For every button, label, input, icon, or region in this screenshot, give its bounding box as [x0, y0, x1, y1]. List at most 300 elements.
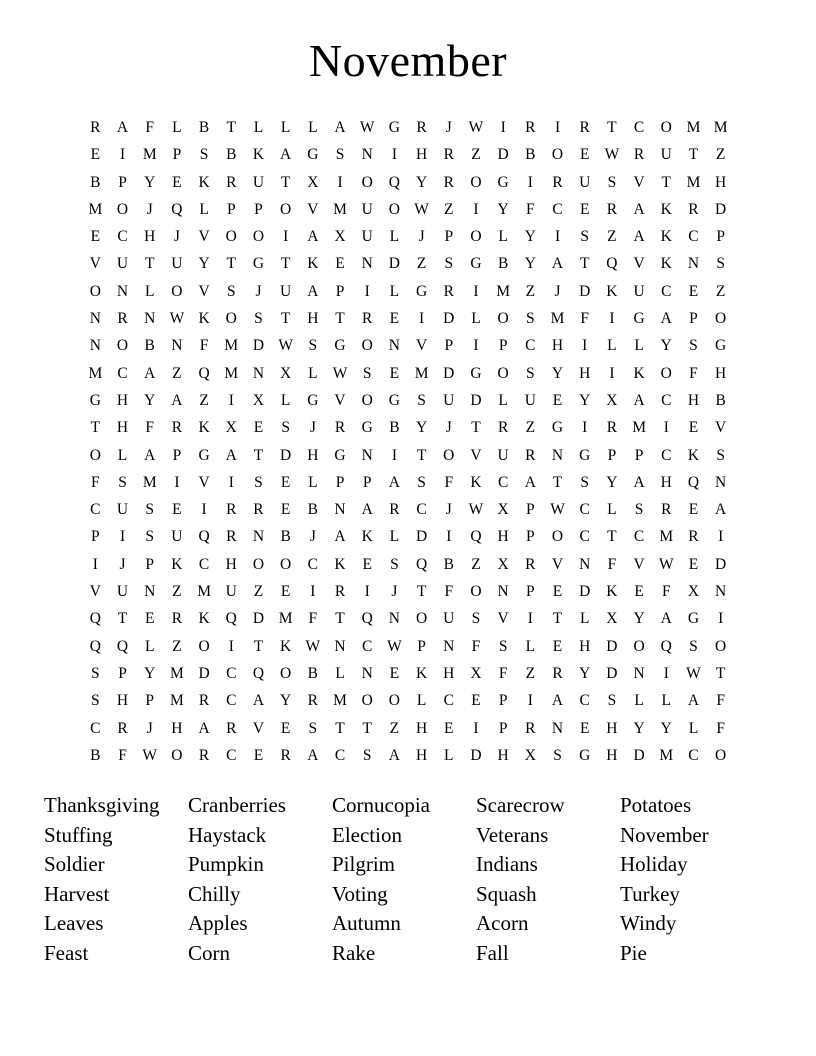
- letter-cell[interactable]: E: [280, 501, 291, 519]
- letter-cell[interactable]: X: [307, 173, 319, 191]
- letter-cell[interactable]: H: [606, 719, 618, 737]
- letter-cell[interactable]: K: [361, 528, 373, 546]
- letter-cell[interactable]: J: [554, 282, 561, 300]
- letter-cell[interactable]: G: [89, 391, 101, 409]
- word-list-item[interactable]: Holiday: [620, 852, 688, 877]
- letter-cell[interactable]: S: [308, 337, 318, 355]
- letter-cell[interactable]: A: [388, 473, 400, 491]
- letter-cell[interactable]: S: [417, 473, 426, 491]
- letter-cell[interactable]: K: [307, 255, 319, 273]
- letter-cell[interactable]: N: [89, 310, 101, 328]
- letter-cell[interactable]: R: [525, 555, 536, 573]
- letter-cell[interactable]: E: [172, 501, 182, 519]
- letter-cell[interactable]: I: [500, 119, 506, 136]
- letter-cell[interactable]: U: [116, 501, 129, 519]
- letter-cell[interactable]: L: [280, 119, 291, 136]
- letter-cell[interactable]: Z: [471, 555, 481, 573]
- letter-cell[interactable]: Q: [116, 637, 129, 655]
- letter-cell[interactable]: M: [686, 173, 701, 191]
- letter-cell[interactable]: O: [171, 282, 183, 300]
- letter-cell[interactable]: I: [174, 473, 180, 491]
- letter-cell[interactable]: M: [333, 200, 347, 218]
- letter-cell[interactable]: X: [606, 391, 618, 409]
- letter-cell[interactable]: S: [716, 255, 725, 273]
- letter-cell[interactable]: K: [606, 583, 618, 601]
- letter-cell[interactable]: K: [633, 364, 645, 382]
- letter-cell[interactable]: T: [607, 528, 617, 546]
- letter-cell[interactable]: O: [89, 282, 101, 300]
- letter-cell[interactable]: C: [334, 746, 346, 764]
- letter-cell[interactable]: R: [280, 746, 291, 764]
- letter-cell[interactable]: E: [579, 146, 590, 164]
- letter-cell[interactable]: N: [388, 337, 400, 355]
- letter-cell[interactable]: L: [416, 692, 427, 710]
- word-list-item[interactable]: Pilgrim: [332, 852, 396, 877]
- letter-cell[interactable]: O: [415, 610, 428, 628]
- letter-cell[interactable]: C: [362, 637, 373, 655]
- letter-cell[interactable]: M: [414, 364, 429, 382]
- letter-cell[interactable]: G: [415, 282, 428, 300]
- letter-cell[interactable]: S: [91, 664, 100, 682]
- letter-cell[interactable]: Z: [253, 583, 264, 601]
- letter-cell[interactable]: E: [280, 719, 291, 737]
- letter-cell[interactable]: Y: [579, 664, 591, 682]
- letter-cell[interactable]: K: [198, 419, 210, 437]
- letter-cell[interactable]: Z: [715, 282, 726, 300]
- word-list-item[interactable]: Feast: [44, 940, 89, 965]
- letter-cell[interactable]: Y: [497, 200, 509, 218]
- letter-cell[interactable]: Q: [89, 610, 101, 628]
- letter-cell[interactable]: Q: [687, 473, 700, 491]
- letter-cell[interactable]: L: [607, 337, 617, 355]
- letter-cell[interactable]: K: [198, 310, 210, 328]
- letter-cell[interactable]: Y: [415, 419, 428, 437]
- letter-cell[interactable]: Y: [524, 255, 536, 273]
- letter-cell[interactable]: G: [307, 391, 319, 409]
- letter-cell[interactable]: W: [169, 310, 185, 328]
- letter-cell[interactable]: W: [278, 337, 293, 355]
- letter-cell[interactable]: L: [117, 446, 128, 464]
- letter-cell[interactable]: S: [444, 255, 454, 273]
- letter-cell[interactable]: P: [362, 473, 372, 491]
- letter-cell[interactable]: L: [389, 282, 400, 300]
- letter-cell[interactable]: R: [226, 501, 237, 519]
- letter-cell[interactable]: Y: [144, 391, 156, 409]
- letter-cell[interactable]: P: [172, 446, 182, 464]
- letter-cell[interactable]: D: [415, 528, 428, 546]
- word-list-item[interactable]: Chilly: [188, 881, 241, 906]
- letter-cell[interactable]: T: [253, 637, 264, 655]
- letter-cell[interactable]: Z: [416, 255, 427, 273]
- letter-cell[interactable]: F: [716, 719, 725, 737]
- letter-cell[interactable]: D: [280, 446, 292, 464]
- letter-cell[interactable]: C: [633, 528, 645, 546]
- letter-cell[interactable]: P: [498, 692, 508, 710]
- letter-cell[interactable]: H: [497, 528, 509, 546]
- letter-cell[interactable]: A: [551, 692, 564, 710]
- letter-cell[interactable]: N: [715, 583, 727, 601]
- letter-cell[interactable]: G: [579, 446, 591, 464]
- letter-cell[interactable]: T: [607, 119, 617, 136]
- letter-cell[interactable]: V: [715, 419, 727, 437]
- letter-cell[interactable]: K: [415, 664, 428, 682]
- letter-cell[interactable]: E: [552, 391, 563, 409]
- letter-cell[interactable]: Y: [633, 719, 645, 737]
- letter-cell[interactable]: S: [607, 692, 617, 710]
- letter-cell[interactable]: V: [252, 719, 265, 737]
- letter-cell[interactable]: C: [688, 228, 699, 246]
- letter-cell[interactable]: I: [364, 282, 370, 300]
- letter-cell[interactable]: I: [527, 692, 533, 710]
- letter-cell[interactable]: T: [90, 419, 101, 437]
- letter-cell[interactable]: F: [607, 555, 617, 573]
- letter-cell[interactable]: K: [470, 473, 482, 491]
- letter-cell[interactable]: A: [225, 446, 237, 464]
- letter-cell[interactable]: E: [634, 583, 644, 601]
- word-list-item[interactable]: Indians: [476, 852, 538, 877]
- letter-cell[interactable]: A: [524, 473, 536, 491]
- letter-cell[interactable]: E: [389, 664, 400, 682]
- letter-cell[interactable]: E: [688, 282, 699, 300]
- letter-cell[interactable]: H: [579, 364, 591, 382]
- letter-cell[interactable]: O: [470, 583, 482, 601]
- letter-cell[interactable]: L: [144, 637, 155, 655]
- letter-cell[interactable]: C: [552, 200, 563, 218]
- letter-cell[interactable]: I: [119, 146, 126, 164]
- word-list-item[interactable]: Corn: [188, 940, 230, 965]
- letter-cell[interactable]: N: [252, 528, 265, 546]
- letter-cell[interactable]: P: [91, 528, 100, 546]
- letter-cell[interactable]: T: [144, 255, 155, 273]
- letter-cell[interactable]: L: [308, 473, 318, 491]
- letter-cell[interactable]: G: [252, 255, 265, 273]
- letter-cell[interactable]: N: [633, 664, 645, 682]
- letter-cell[interactable]: G: [334, 446, 346, 464]
- letter-cell[interactable]: K: [280, 637, 292, 655]
- letter-cell[interactable]: C: [307, 555, 319, 573]
- letter-cell[interactable]: A: [171, 391, 183, 409]
- letter-cell[interactable]: O: [280, 200, 292, 218]
- letter-cell[interactable]: E: [688, 501, 699, 519]
- letter-cell[interactable]: H: [415, 746, 428, 764]
- letter-cell[interactable]: I: [554, 119, 561, 136]
- word-list-item[interactable]: Stuffing: [44, 822, 113, 847]
- letter-cell[interactable]: E: [253, 419, 264, 437]
- letter-cell[interactable]: I: [609, 364, 615, 382]
- letter-cell[interactable]: O: [551, 146, 564, 164]
- letter-cell[interactable]: O: [252, 228, 265, 246]
- letter-cell[interactable]: Z: [172, 583, 182, 601]
- letter-cell[interactable]: W: [468, 119, 484, 136]
- letter-cell[interactable]: T: [471, 419, 481, 437]
- letter-cell[interactable]: T: [280, 310, 291, 328]
- letter-cell[interactable]: T: [335, 610, 345, 628]
- letter-cell[interactable]: Y: [144, 664, 156, 682]
- letter-cell[interactable]: T: [416, 446, 427, 464]
- letter-cell[interactable]: W: [305, 637, 321, 655]
- letter-cell[interactable]: F: [580, 310, 590, 328]
- letter-cell[interactable]: Q: [415, 555, 428, 573]
- letter-cell[interactable]: E: [280, 473, 291, 491]
- letter-cell[interactable]: Z: [172, 637, 182, 655]
- letter-cell[interactable]: E: [90, 146, 101, 164]
- letter-cell[interactable]: G: [198, 446, 210, 464]
- letter-cell[interactable]: V: [89, 255, 101, 273]
- letter-cell[interactable]: B: [90, 746, 101, 764]
- letter-cell[interactable]: B: [307, 664, 319, 682]
- letter-cell[interactable]: J: [309, 528, 316, 546]
- letter-cell[interactable]: I: [582, 419, 588, 437]
- letter-cell[interactable]: C: [661, 446, 672, 464]
- letter-cell[interactable]: L: [579, 610, 590, 628]
- letter-cell[interactable]: R: [253, 501, 264, 519]
- letter-cell[interactable]: K: [252, 146, 265, 164]
- letter-cell[interactable]: W: [142, 746, 158, 764]
- letter-cell[interactable]: E: [389, 364, 400, 382]
- letter-cell[interactable]: X: [687, 583, 700, 601]
- letter-cell[interactable]: I: [718, 610, 724, 628]
- letter-cell[interactable]: H: [497, 746, 509, 764]
- letter-cell[interactable]: V: [415, 337, 428, 355]
- letter-cell[interactable]: V: [198, 228, 210, 246]
- letter-cell[interactable]: T: [226, 255, 237, 273]
- word-list-item[interactable]: Squash: [476, 881, 537, 906]
- letter-cell[interactable]: R: [171, 610, 183, 628]
- letter-cell[interactable]: R: [307, 692, 319, 710]
- letter-cell[interactable]: E: [90, 228, 101, 246]
- letter-cell[interactable]: P: [335, 282, 345, 300]
- letter-cell[interactable]: Z: [525, 664, 536, 682]
- letter-cell[interactable]: I: [473, 282, 479, 300]
- letter-cell[interactable]: R: [362, 310, 373, 328]
- letter-cell[interactable]: X: [497, 501, 509, 519]
- letter-cell[interactable]: G: [361, 419, 373, 437]
- letter-cell[interactable]: X: [334, 228, 346, 246]
- letter-cell[interactable]: E: [552, 583, 563, 601]
- letter-cell[interactable]: R: [525, 719, 536, 737]
- letter-cell[interactable]: Q: [606, 255, 618, 273]
- letter-cell[interactable]: Q: [388, 173, 400, 191]
- letter-cell[interactable]: F: [308, 610, 318, 628]
- letter-cell[interactable]: I: [473, 337, 479, 355]
- word-list-item[interactable]: Potatoes: [620, 793, 692, 818]
- letter-cell[interactable]: D: [388, 255, 400, 273]
- letter-cell[interactable]: R: [416, 119, 427, 136]
- letter-cell[interactable]: R: [525, 119, 536, 136]
- letter-cell[interactable]: J: [309, 419, 316, 437]
- letter-cell[interactable]: R: [525, 446, 536, 464]
- letter-cell[interactable]: K: [606, 282, 618, 300]
- letter-cell[interactable]: O: [252, 555, 265, 573]
- letter-cell[interactable]: U: [171, 528, 183, 546]
- letter-cell[interactable]: B: [525, 146, 536, 164]
- letter-cell[interactable]: Y: [198, 255, 210, 273]
- letter-cell[interactable]: M: [659, 746, 674, 764]
- letter-cell[interactable]: U: [171, 255, 183, 273]
- letter-cell[interactable]: A: [660, 310, 672, 328]
- letter-cell[interactable]: L: [661, 692, 672, 710]
- letter-cell[interactable]: D: [198, 664, 210, 682]
- letter-cell[interactable]: N: [388, 610, 400, 628]
- letter-cell[interactable]: C: [416, 501, 427, 519]
- letter-cell[interactable]: Y: [415, 173, 428, 191]
- letter-cell[interactable]: O: [116, 200, 129, 218]
- letter-cell[interactable]: S: [226, 282, 236, 300]
- letter-cell[interactable]: K: [660, 228, 672, 246]
- letter-cell[interactable]: R: [90, 119, 101, 136]
- letter-cell[interactable]: K: [687, 446, 700, 464]
- letter-cell[interactable]: I: [663, 419, 669, 437]
- letter-cell[interactable]: O: [116, 337, 129, 355]
- letter-cell[interactable]: J: [146, 719, 153, 737]
- letter-cell[interactable]: I: [527, 610, 533, 628]
- letter-cell[interactable]: O: [715, 746, 727, 764]
- letter-cell[interactable]: Q: [225, 610, 237, 628]
- letter-cell[interactable]: C: [443, 692, 454, 710]
- letter-cell[interactable]: I: [527, 173, 533, 191]
- word-list-item[interactable]: Harvest: [44, 881, 110, 906]
- letter-cell[interactable]: B: [307, 501, 319, 519]
- letter-cell[interactable]: W: [332, 364, 348, 382]
- letter-cell[interactable]: G: [470, 255, 482, 273]
- letter-cell[interactable]: A: [660, 610, 672, 628]
- letter-cell[interactable]: W: [468, 501, 484, 519]
- letter-cell[interactable]: T: [416, 583, 427, 601]
- letter-cell[interactable]: R: [226, 173, 237, 191]
- letter-cell[interactable]: C: [579, 692, 590, 710]
- letter-cell[interactable]: D: [715, 200, 727, 218]
- letter-cell[interactable]: O: [443, 446, 455, 464]
- letter-cell[interactable]: R: [497, 419, 509, 437]
- letter-cell[interactable]: O: [551, 528, 564, 546]
- letter-cell[interactable]: M: [496, 282, 511, 300]
- letter-cell[interactable]: B: [497, 255, 509, 273]
- letter-cell[interactable]: X: [252, 391, 265, 409]
- word-list-item[interactable]: Apples: [188, 911, 248, 936]
- letter-cell[interactable]: D: [252, 610, 265, 628]
- letter-cell[interactable]: A: [687, 692, 700, 710]
- letter-cell[interactable]: D: [606, 637, 618, 655]
- letter-cell[interactable]: P: [172, 146, 182, 164]
- letter-cell[interactable]: S: [471, 610, 481, 628]
- letter-cell[interactable]: X: [470, 664, 482, 682]
- letter-cell[interactable]: P: [607, 446, 617, 464]
- letter-cell[interactable]: Q: [252, 664, 265, 682]
- letter-cell[interactable]: R: [606, 200, 618, 218]
- letter-cell[interactable]: L: [280, 391, 291, 409]
- letter-cell[interactable]: I: [419, 310, 425, 328]
- letter-cell[interactable]: C: [633, 119, 645, 136]
- letter-cell[interactable]: Z: [444, 200, 454, 218]
- letter-cell[interactable]: L: [634, 337, 644, 355]
- letter-cell[interactable]: O: [171, 746, 183, 764]
- letter-cell[interactable]: S: [118, 473, 127, 491]
- letter-cell[interactable]: T: [117, 610, 128, 628]
- letter-cell[interactable]: N: [715, 473, 727, 491]
- letter-cell[interactable]: L: [498, 391, 508, 409]
- letter-cell[interactable]: T: [661, 173, 672, 191]
- letter-cell[interactable]: I: [391, 146, 397, 164]
- letter-cell[interactable]: I: [391, 446, 397, 464]
- letter-cell[interactable]: J: [173, 228, 180, 246]
- letter-cell[interactable]: S: [362, 746, 372, 764]
- letter-cell[interactable]: L: [444, 746, 454, 764]
- letter-cell[interactable]: O: [660, 119, 672, 136]
- letter-cell[interactable]: T: [552, 473, 563, 491]
- letter-cell[interactable]: K: [660, 255, 672, 273]
- letter-cell[interactable]: N: [89, 337, 101, 355]
- letter-cell[interactable]: P: [118, 664, 127, 682]
- letter-cell[interactable]: A: [361, 501, 373, 519]
- letter-cell[interactable]: U: [225, 583, 237, 601]
- letter-cell[interactable]: H: [116, 692, 129, 710]
- letter-cell[interactable]: V: [89, 583, 101, 601]
- letter-cell[interactable]: J: [445, 501, 452, 519]
- letter-cell[interactable]: U: [361, 200, 373, 218]
- letter-cell[interactable]: M: [197, 583, 211, 601]
- letter-cell[interactable]: D: [606, 664, 618, 682]
- letter-cell[interactable]: C: [117, 228, 128, 246]
- letter-cell[interactable]: R: [117, 719, 128, 737]
- letter-cell[interactable]: A: [116, 119, 129, 136]
- letter-cell[interactable]: J: [119, 555, 126, 573]
- letter-cell[interactable]: W: [658, 555, 674, 573]
- letter-cell[interactable]: K: [198, 173, 210, 191]
- letter-cell[interactable]: H: [715, 173, 727, 191]
- letter-cell[interactable]: B: [389, 419, 400, 437]
- letter-cell[interactable]: S: [607, 173, 617, 191]
- letter-cell[interactable]: A: [715, 501, 727, 519]
- letter-cell[interactable]: X: [225, 419, 237, 437]
- letter-cell[interactable]: L: [634, 692, 644, 710]
- letter-cell[interactable]: W: [359, 119, 375, 136]
- letter-cell[interactable]: U: [579, 173, 591, 191]
- letter-cell[interactable]: O: [388, 200, 400, 218]
- letter-cell[interactable]: L: [389, 528, 400, 546]
- letter-cell[interactable]: O: [388, 692, 400, 710]
- letter-cell[interactable]: L: [308, 119, 318, 136]
- letter-cell[interactable]: O: [225, 228, 237, 246]
- letter-cell[interactable]: R: [606, 419, 618, 437]
- letter-cell[interactable]: S: [498, 637, 508, 655]
- letter-cell[interactable]: X: [497, 555, 509, 573]
- letter-cell[interactable]: J: [146, 200, 153, 218]
- letter-cell[interactable]: C: [688, 746, 699, 764]
- letter-cell[interactable]: I: [663, 664, 669, 682]
- letter-cell[interactable]: H: [551, 337, 564, 355]
- letter-cell[interactable]: J: [255, 282, 262, 300]
- letter-cell[interactable]: A: [252, 692, 265, 710]
- letter-cell[interactable]: L: [498, 228, 508, 246]
- letter-cell[interactable]: C: [90, 501, 101, 519]
- letter-cell[interactable]: N: [116, 282, 129, 300]
- letter-cell[interactable]: F: [91, 473, 100, 491]
- letter-cell[interactable]: C: [661, 282, 672, 300]
- letter-cell[interactable]: F: [444, 583, 454, 601]
- letter-cell[interactable]: C: [226, 746, 237, 764]
- letter-cell[interactable]: J: [445, 419, 452, 437]
- letter-cell[interactable]: A: [334, 528, 346, 546]
- letter-cell[interactable]: S: [390, 555, 399, 573]
- letter-grid[interactable]: [82, 114, 735, 769]
- letter-cell[interactable]: M: [659, 528, 674, 546]
- letter-cell[interactable]: L: [172, 119, 182, 136]
- letter-cell[interactable]: R: [389, 501, 400, 519]
- letter-cell[interactable]: G: [497, 173, 509, 191]
- letter-cell[interactable]: U: [443, 391, 455, 409]
- letter-cell[interactable]: P: [335, 473, 345, 491]
- letter-cell[interactable]: H: [171, 719, 183, 737]
